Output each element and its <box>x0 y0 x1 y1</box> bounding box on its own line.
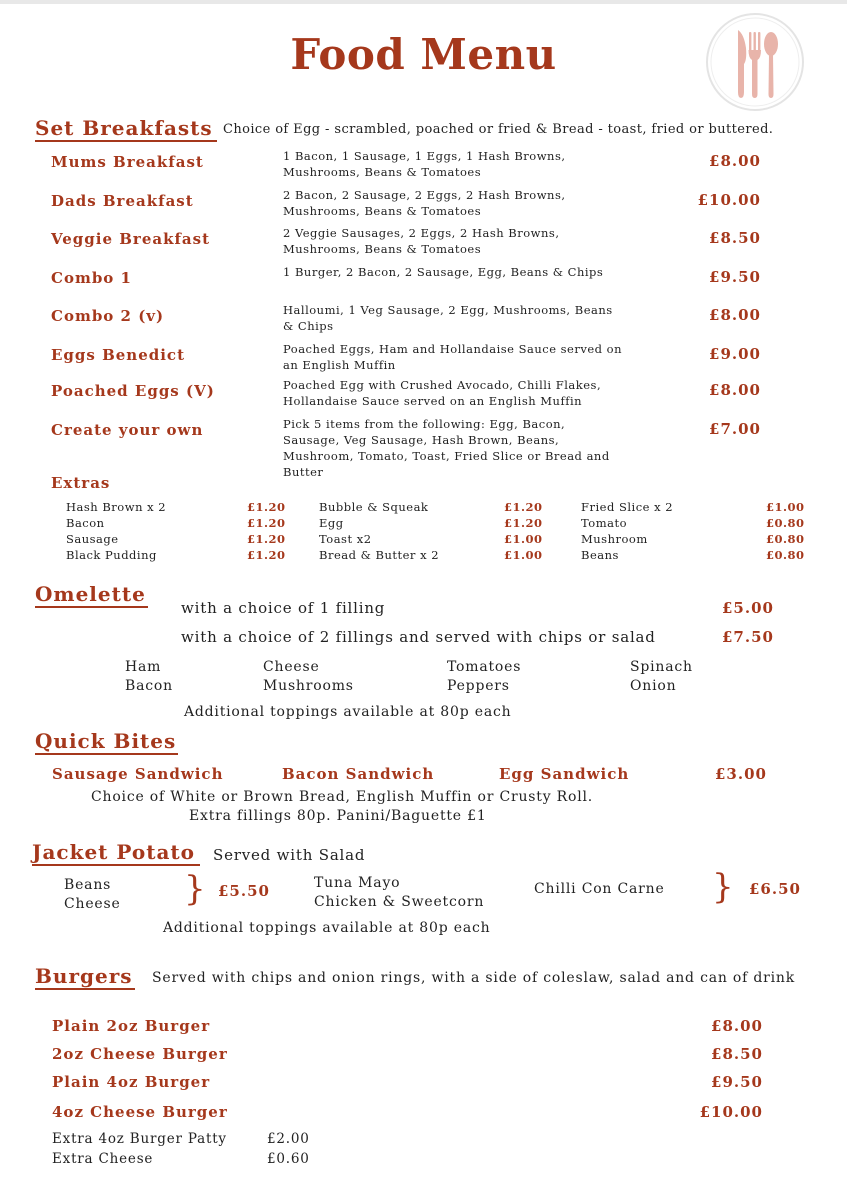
extra-item-name: Beans <box>581 548 619 562</box>
jacket-toppings-note: Additional toppings available at 80p each <box>163 920 491 936</box>
omelette-filling: Peppers <box>447 678 510 694</box>
breakfast-item-desc: 1 Burger, 2 Bacon, 2 Sausage, Egg, Beans & Chips <box>283 265 604 279</box>
brace-icon: } <box>184 869 206 909</box>
omelette-filling: Onion <box>630 678 677 694</box>
omelette-filling: Spinach <box>630 659 693 675</box>
cutlery-logo-icon <box>705 12 805 112</box>
quick-bite-item: Bacon Sandwich <box>282 765 435 783</box>
burger-extra-name: Extra 4oz Burger Patty <box>52 1131 227 1147</box>
extra-item-price: £1.00 <box>766 500 805 514</box>
extra-item-name: Hash Brown x 2 <box>66 500 167 514</box>
burger-item-price: £8.50 <box>711 1045 763 1063</box>
burger-extra-name: Extra Cheese <box>52 1151 154 1167</box>
section-heading-quick-bites: Quick Bites <box>35 729 177 753</box>
breakfast-item-price: £8.00 <box>709 152 761 170</box>
breakfast-item-price: £10.00 <box>697 191 761 209</box>
heading-underline <box>35 140 217 142</box>
extra-item-price: £0.80 <box>766 548 805 562</box>
jacket-filling: Chicken & Sweetcorn <box>314 894 485 910</box>
breakfast-item-name: Combo 1 <box>51 269 132 287</box>
extra-item-price: £1.00 <box>504 532 543 546</box>
burger-extra-price: £2.00 <box>267 1131 310 1147</box>
breakfast-item-desc: 1 Bacon, 1 Sausage, 1 Eggs, 1 Hash Browns, Mushrooms, Beans & Tomatoes <box>283 149 566 179</box>
breakfast-item-desc: Poached Egg with Crushed Avocado, Chilli Flakes, Hollandaise Sauce served on an English Muffin <box>283 378 602 408</box>
breakfast-item-desc: Poached Eggs, Ham and Hollandaise Sauce served on an English Muffin <box>283 342 623 372</box>
quick-bites-note-1: Choice of White or Brown Bread, English Muffin or Crusty Roll. <box>91 789 594 805</box>
quick-bites-price: £3.00 <box>715 765 767 783</box>
breakfast-item-price: £7.00 <box>709 420 761 438</box>
section-heading-set-breakfasts: Set Breakfasts <box>35 116 213 140</box>
breakfast-item-desc: Halloumi, 1 Veg Sausage, 2 Egg, Mushrooms, Beans & Chips <box>283 303 613 333</box>
jacket-filling: Tuna Mayo <box>314 875 401 891</box>
jacket-group-1-price: £5.50 <box>218 882 270 900</box>
omelette-filling: Mushrooms <box>263 678 354 694</box>
extra-item-price: £1.20 <box>247 516 286 530</box>
breakfast-item-price: £9.00 <box>709 345 761 363</box>
extra-item-name: Sausage <box>66 532 119 546</box>
section-heading-jacket-potato: Jacket Potato <box>32 840 195 864</box>
burger-item-name: 4oz Cheese Burger <box>52 1103 228 1121</box>
breakfast-item-name: Create your own <box>51 421 204 439</box>
quick-bite-item: Sausage Sandwich <box>52 765 224 783</box>
extra-item-name: Mushroom <box>581 532 648 546</box>
burger-item-price: £10.00 <box>699 1103 763 1121</box>
extra-item-price: £1.20 <box>504 500 543 514</box>
jacket-filling: Beans <box>64 877 112 893</box>
burger-extra-price: £0.60 <box>267 1151 310 1167</box>
breakfast-item-desc: 2 Bacon, 2 Sausage, 2 Eggs, 2 Hash Browns, Mushrooms, Beans & Tomatoes <box>283 188 566 218</box>
omelette-toppings-note: Additional toppings available at 80p each <box>184 704 512 720</box>
breakfast-item-price: £8.00 <box>709 306 761 324</box>
top-border <box>0 0 847 4</box>
extra-item-price: £0.80 <box>766 516 805 530</box>
extra-item-price: £1.20 <box>247 532 286 546</box>
extra-item-name: Bacon <box>66 516 105 530</box>
extra-item-name: Bread & Butter x 2 <box>319 548 440 562</box>
extra-item-price: £1.20 <box>504 516 543 530</box>
breakfast-item-name: Combo 2 (v) <box>51 307 165 325</box>
brace-icon: } <box>712 867 734 907</box>
heading-underline <box>35 988 135 990</box>
burgers-note: Served with chips and onion rings, with a side of coleslaw, salad and can of drink <box>152 970 796 986</box>
omelette-filling: Tomatoes <box>447 659 522 675</box>
heading-underline <box>35 753 178 755</box>
heading-underline <box>32 864 200 866</box>
quick-bite-item: Egg Sandwich <box>499 765 630 783</box>
extra-item-name: Fried Slice x 2 <box>581 500 674 514</box>
omelette-filling: Bacon <box>125 678 173 694</box>
extra-item-price: £1.00 <box>504 548 543 562</box>
extra-item-name: Toast x2 <box>319 532 372 546</box>
set-breakfasts-note: Choice of Egg - scrambled, poached or fried & Bread - toast, fried or buttered. <box>223 122 774 137</box>
heading-underline <box>35 606 148 608</box>
jacket-filling: Chilli Con Carne <box>534 881 665 897</box>
burger-item-name: Plain 4oz Burger <box>52 1073 211 1091</box>
breakfast-item-desc: 2 Veggie Sausages, 2 Eggs, 2 Hash Browns, Mushrooms, Beans & Tomatoes <box>283 226 560 256</box>
breakfast-item-desc: Pick 5 items from the following: Egg, Bacon, Sausage, Veg Sausage, Hash Brown, Beans, Mushroom, Tomato, Toast, Fried Slice or Bread and Butter <box>283 417 610 479</box>
jacket-filling: Cheese <box>64 896 121 912</box>
burger-item-price: £9.50 <box>711 1073 763 1091</box>
breakfast-item-price: £9.50 <box>709 268 761 286</box>
breakfast-item-name: Veggie Breakfast <box>51 230 211 248</box>
extra-item-price: £0.80 <box>766 532 805 546</box>
breakfast-item-name: Dads Breakfast <box>51 192 194 210</box>
burger-item-price: £8.00 <box>711 1017 763 1035</box>
breakfast-item-name: Eggs Benedict <box>51 346 185 364</box>
omelette-option-2-price: £7.50 <box>722 628 774 646</box>
quick-bites-note-2: Extra fillings 80p. Panini/Baguette £1 <box>189 808 487 824</box>
section-heading-burgers: Burgers <box>35 964 133 988</box>
jacket-potato-note: Served with Salad <box>213 846 366 864</box>
breakfast-item-name: Poached Eggs (V) <box>51 382 215 400</box>
extras-heading: Extras <box>51 474 111 492</box>
omelette-option-1-price: £5.00 <box>722 599 774 617</box>
extra-item-name: Black Pudding <box>66 548 157 562</box>
breakfast-item-price: £8.00 <box>709 381 761 399</box>
section-heading-omelette: Omelette <box>35 582 146 606</box>
extra-item-name: Egg <box>319 516 344 530</box>
omelette-option-2: with a choice of 2 fillings and served with chips or salad <box>181 628 656 646</box>
extra-item-price: £1.20 <box>247 548 286 562</box>
burger-item-name: 2oz Cheese Burger <box>52 1045 228 1063</box>
omelette-option-1: with a choice of 1 filling <box>181 599 386 617</box>
extra-item-name: Tomato <box>581 516 628 530</box>
page-title: Food Menu <box>290 30 557 79</box>
omelette-filling: Cheese <box>263 659 320 675</box>
omelette-filling: Ham <box>125 659 162 675</box>
breakfast-item-name: Mums Breakfast <box>51 153 204 171</box>
extra-item-name: Bubble & Squeak <box>319 500 429 514</box>
breakfast-item-price: £8.50 <box>709 229 761 247</box>
burger-item-name: Plain 2oz Burger <box>52 1017 211 1035</box>
jacket-group-2-price: £6.50 <box>749 880 801 898</box>
extra-item-price: £1.20 <box>247 500 286 514</box>
